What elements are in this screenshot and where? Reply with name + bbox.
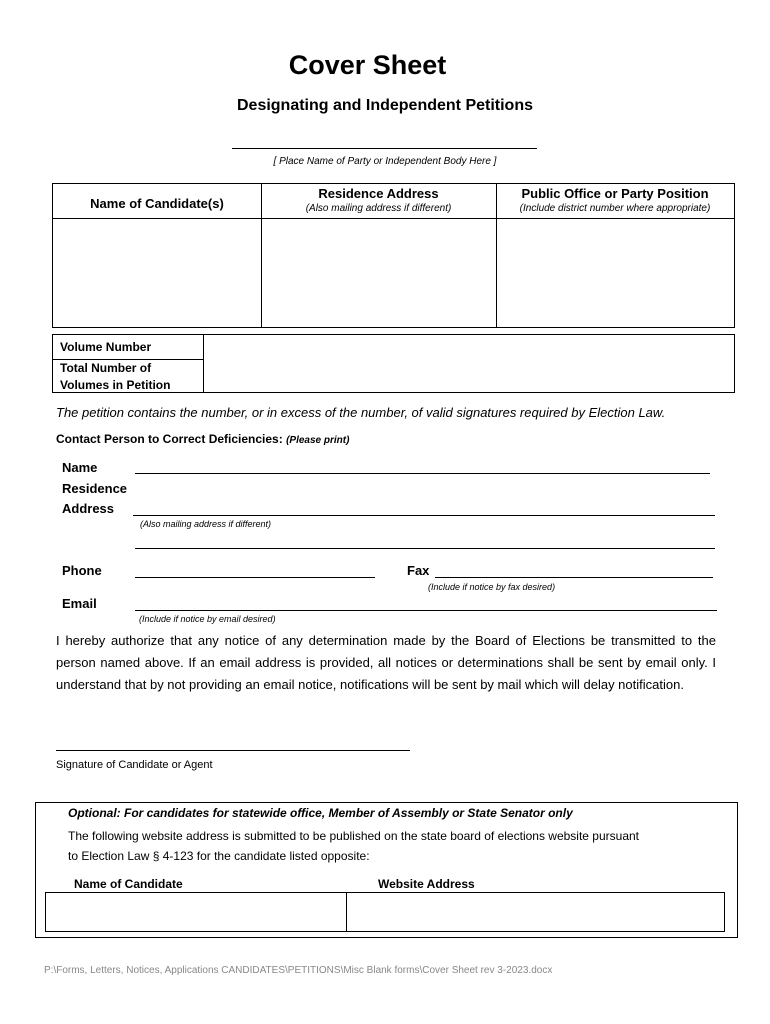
- authorization-paragraph: I hereby authorize that any notice of any determination made by the Board of Elections be transmitted to the person named above. If an email address is provided, all notices or determinations shall be sent by email only. I understand that by not providing an email notice, notifications will be sent by mail which will delay notification.: [56, 633, 716, 692]
- website-candidate-header: Name of Candidate: [74, 877, 183, 891]
- file-path-footer: P:\Forms, Letters, Notices, Applications CANDIDATES\PETITIONS\Misc Blank forms\Cover Sheet rev 3-2023.docx: [44, 965, 553, 976]
- name-field[interactable]: [135, 473, 710, 474]
- website-table: [45, 892, 725, 932]
- volume-number-field[interactable]: [205, 335, 734, 359]
- mailing-address-field[interactable]: [135, 548, 715, 549]
- public-office-cell[interactable]: [497, 219, 734, 327]
- party-name-line[interactable]: [232, 148, 537, 149]
- email-field[interactable]: [135, 610, 717, 611]
- residence-address-cell[interactable]: [262, 219, 496, 327]
- website-address-header: Website Address: [378, 877, 475, 891]
- candidate-name-cell[interactable]: [53, 219, 261, 327]
- volume-number-label: Volume Number: [60, 340, 152, 354]
- fax-label: Fax: [407, 563, 430, 578]
- party-name-hint: [ Place Name of Party or Independent Body Here ]: [273, 156, 497, 167]
- total-volumes-label: Total Number of Volumes in Petition: [60, 361, 171, 392]
- website-candidate-field[interactable]: [46, 893, 345, 931]
- public-office-header: Public Office or Party Position (Include district number where appropriate): [519, 186, 711, 214]
- name-label: Name: [62, 460, 98, 475]
- email-label: Email: [62, 596, 97, 611]
- residence-address-field[interactable]: [133, 515, 715, 516]
- contact-heading: Contact Person to Correct Deficiencies: (Please print): [56, 432, 350, 446]
- signature-statement: The petition contains the number, or in excess of the number, of valid signatures required by Election Law.: [56, 405, 666, 420]
- optional-text: The following website address is submitted to be published on the state board of elections website pursuant to Election Law § 4-123 for the candidate listed opposite:: [68, 829, 640, 863]
- phone-label: Phone: [62, 563, 102, 578]
- volume-table: [52, 334, 735, 393]
- email-note: (Include if notice by email desired): [139, 614, 276, 624]
- fax-field[interactable]: [435, 577, 713, 578]
- residence-label: Residence: [62, 481, 128, 496]
- page-subtitle: Designating and Independent Petitions: [236, 97, 533, 114]
- mailing-address-note: (Also mailing address if different): [140, 519, 272, 529]
- candidate-table: [52, 183, 735, 328]
- optional-title: Optional: For candidates for statewide office, Member of Assembly or State Senator only: [68, 806, 573, 820]
- residence-address-header: Residence Address (Also mailing address if different): [305, 186, 452, 214]
- phone-field[interactable]: [135, 577, 375, 578]
- website-address-field[interactable]: [347, 893, 724, 931]
- address-label: Address: [62, 501, 115, 516]
- total-volumes-field[interactable]: [205, 360, 734, 392]
- signature-line[interactable]: [56, 750, 410, 751]
- fax-note: (Include if notice by fax desired): [428, 582, 556, 592]
- signature-label: Signature of Candidate or Agent: [56, 759, 213, 771]
- page-title: Cover Sheet: [288, 50, 447, 80]
- candidate-name-header: Name of Candidate(s): [90, 196, 224, 211]
